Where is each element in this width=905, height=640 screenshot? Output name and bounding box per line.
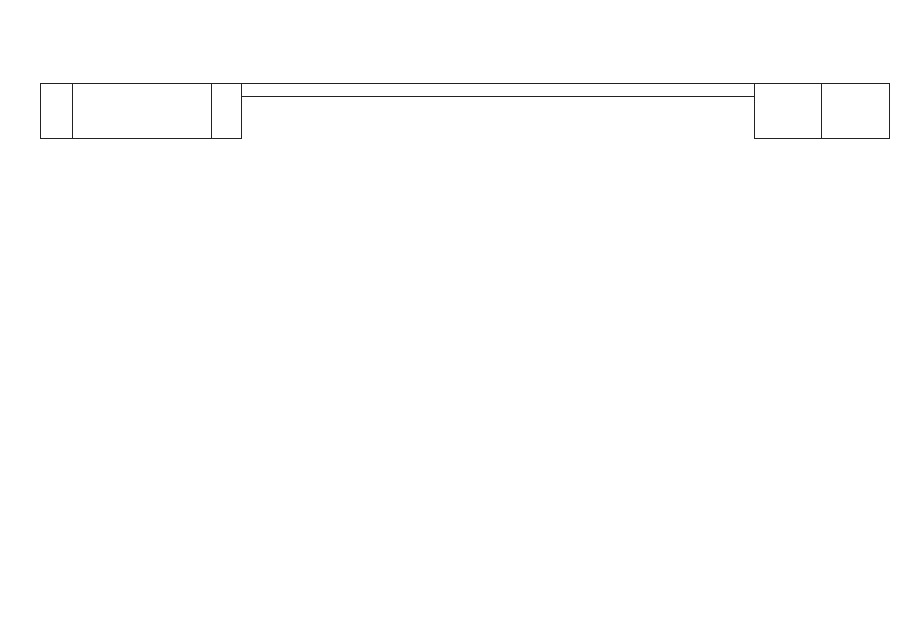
header-unit (212, 84, 242, 139)
header-executor (822, 84, 890, 139)
header-source (754, 84, 822, 139)
indicators-table (40, 83, 890, 139)
header-name (73, 84, 212, 139)
header-values (242, 84, 754, 97)
header-num (41, 84, 73, 139)
